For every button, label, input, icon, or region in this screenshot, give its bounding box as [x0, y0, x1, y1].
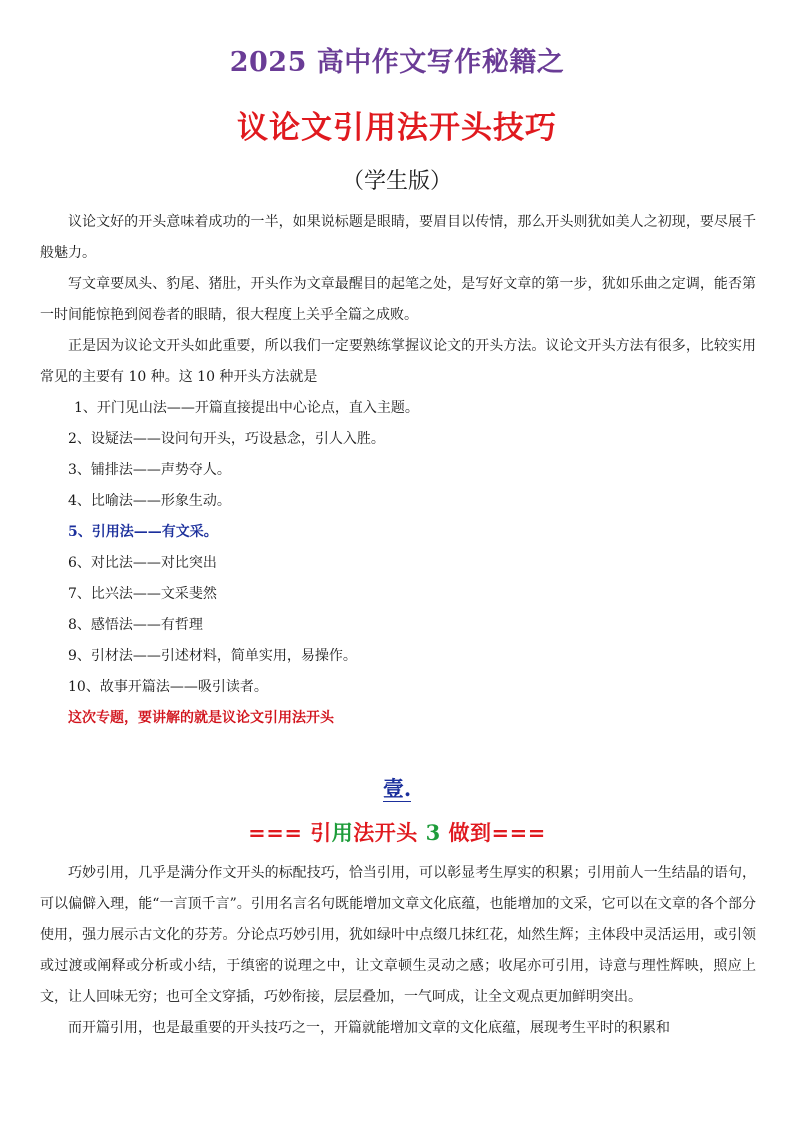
section-title-part-d: 3 — [425, 820, 449, 845]
section-title — [0, 817, 794, 847]
method-item-3: 3、铺排法——声势夺人。 — [68, 462, 231, 478]
method-item-1: 1、开门见山法——开篇直接提出中心论点，直入主题。 — [74, 400, 419, 416]
title-line-1: 2025 高中作文写作秘籍之 — [229, 47, 565, 78]
method-item-5-highlight: 5、引用法——有文采。 — [68, 524, 218, 540]
title-line-3: （学生版） — [341, 169, 452, 194]
method-item-9: 9、引材法——引述材料，简单实用，易操作。 — [68, 648, 357, 664]
method-item-2: 2、设疑法——设问句开头，巧设悬念，引人入胜。 — [68, 431, 385, 447]
section-title-part-c: 法开头 — [353, 820, 426, 845]
section-title-part-e: 做到 — [448, 820, 492, 845]
intro-paragraph-3: 正是因为议论文开头如此重要，所以我们一定要熟练掌握议论文的开头方法。议论文开头方法有很多，比较实用常见的主要有 10 种。这 10 种开头方法就是 — [40, 338, 756, 385]
body-paragraph-1: 巧妙引用，几乎是满分作文开头的标配技巧，恰当引用，可以彰显考生厚实的积累；引用前人一生结晶的语句，可以偏僻入理，能“一言顶千言”。引用名言名句既能增加文章文化底蕴，也能增加的文采，它可以在文章的各个部分使用，强力展示古文化的芬芳。分论点巧妙引用，犹如绿叶中点缀几抹红花，灿然生辉；主体段中灵活运用，或引领或过渡或阐释或分析或小结，于缜密的说理之中，让文章顿生灵动之感；收尾亦可引用，诗意与理性辉映，照应上文，让人回味无穷；也可全文穿插，巧妙衔接，层层叠加，一气呵成，让全文观点更加鲜明突出。 — [40, 865, 756, 1005]
method-item-7: 7、比兴法——文采斐然 — [68, 586, 217, 602]
title-line-2: 议论文引用法开头技巧 — [237, 110, 557, 146]
topic-note: 这次专题，要讲解的就是议论文引用法开头 — [68, 710, 334, 726]
section-title-part-b: 用 — [331, 820, 354, 845]
section-number-text: 壹. — [382, 776, 412, 801]
section-title-part-a: 引 — [310, 820, 332, 845]
method-item-6: 6、对比法——对比突出 — [68, 555, 217, 571]
section-title-prefix: === — [248, 820, 311, 845]
intro-paragraph-1: 议论文好的开头意味着成功的一半，如果说标题是眼睛，要眉目以传情，那么开头则犹如美人之初现，要尽展千般魅力。 — [40, 214, 756, 261]
method-item-10: 10、故事开篇法——吸引读者。 — [68, 679, 268, 695]
body-block — [40, 858, 756, 1044]
method-item-4: 4、比喻法——形象生动。 — [68, 493, 231, 509]
body-paragraph-2: 而开篇引用，也是最重要的开头技巧之一，开篇就能增加文章的文化底蕴，展现考生平时的积累和 — [68, 1020, 670, 1036]
section-title-suffix: === — [491, 820, 546, 845]
method-item-8: 8、感悟法——有哲理 — [68, 617, 203, 633]
intro-paragraph-2: 写文章要凤头、豹尾、猪肚，开头作为文章最醒目的起笔之处，是写好文章的第一步，犹如乐曲之定调，能否第一时间能惊艳到阅卷者的眼睛，很大程度上关乎全篇之成败。 — [40, 276, 756, 323]
section-number — [0, 773, 794, 803]
intro-block — [40, 207, 756, 734]
